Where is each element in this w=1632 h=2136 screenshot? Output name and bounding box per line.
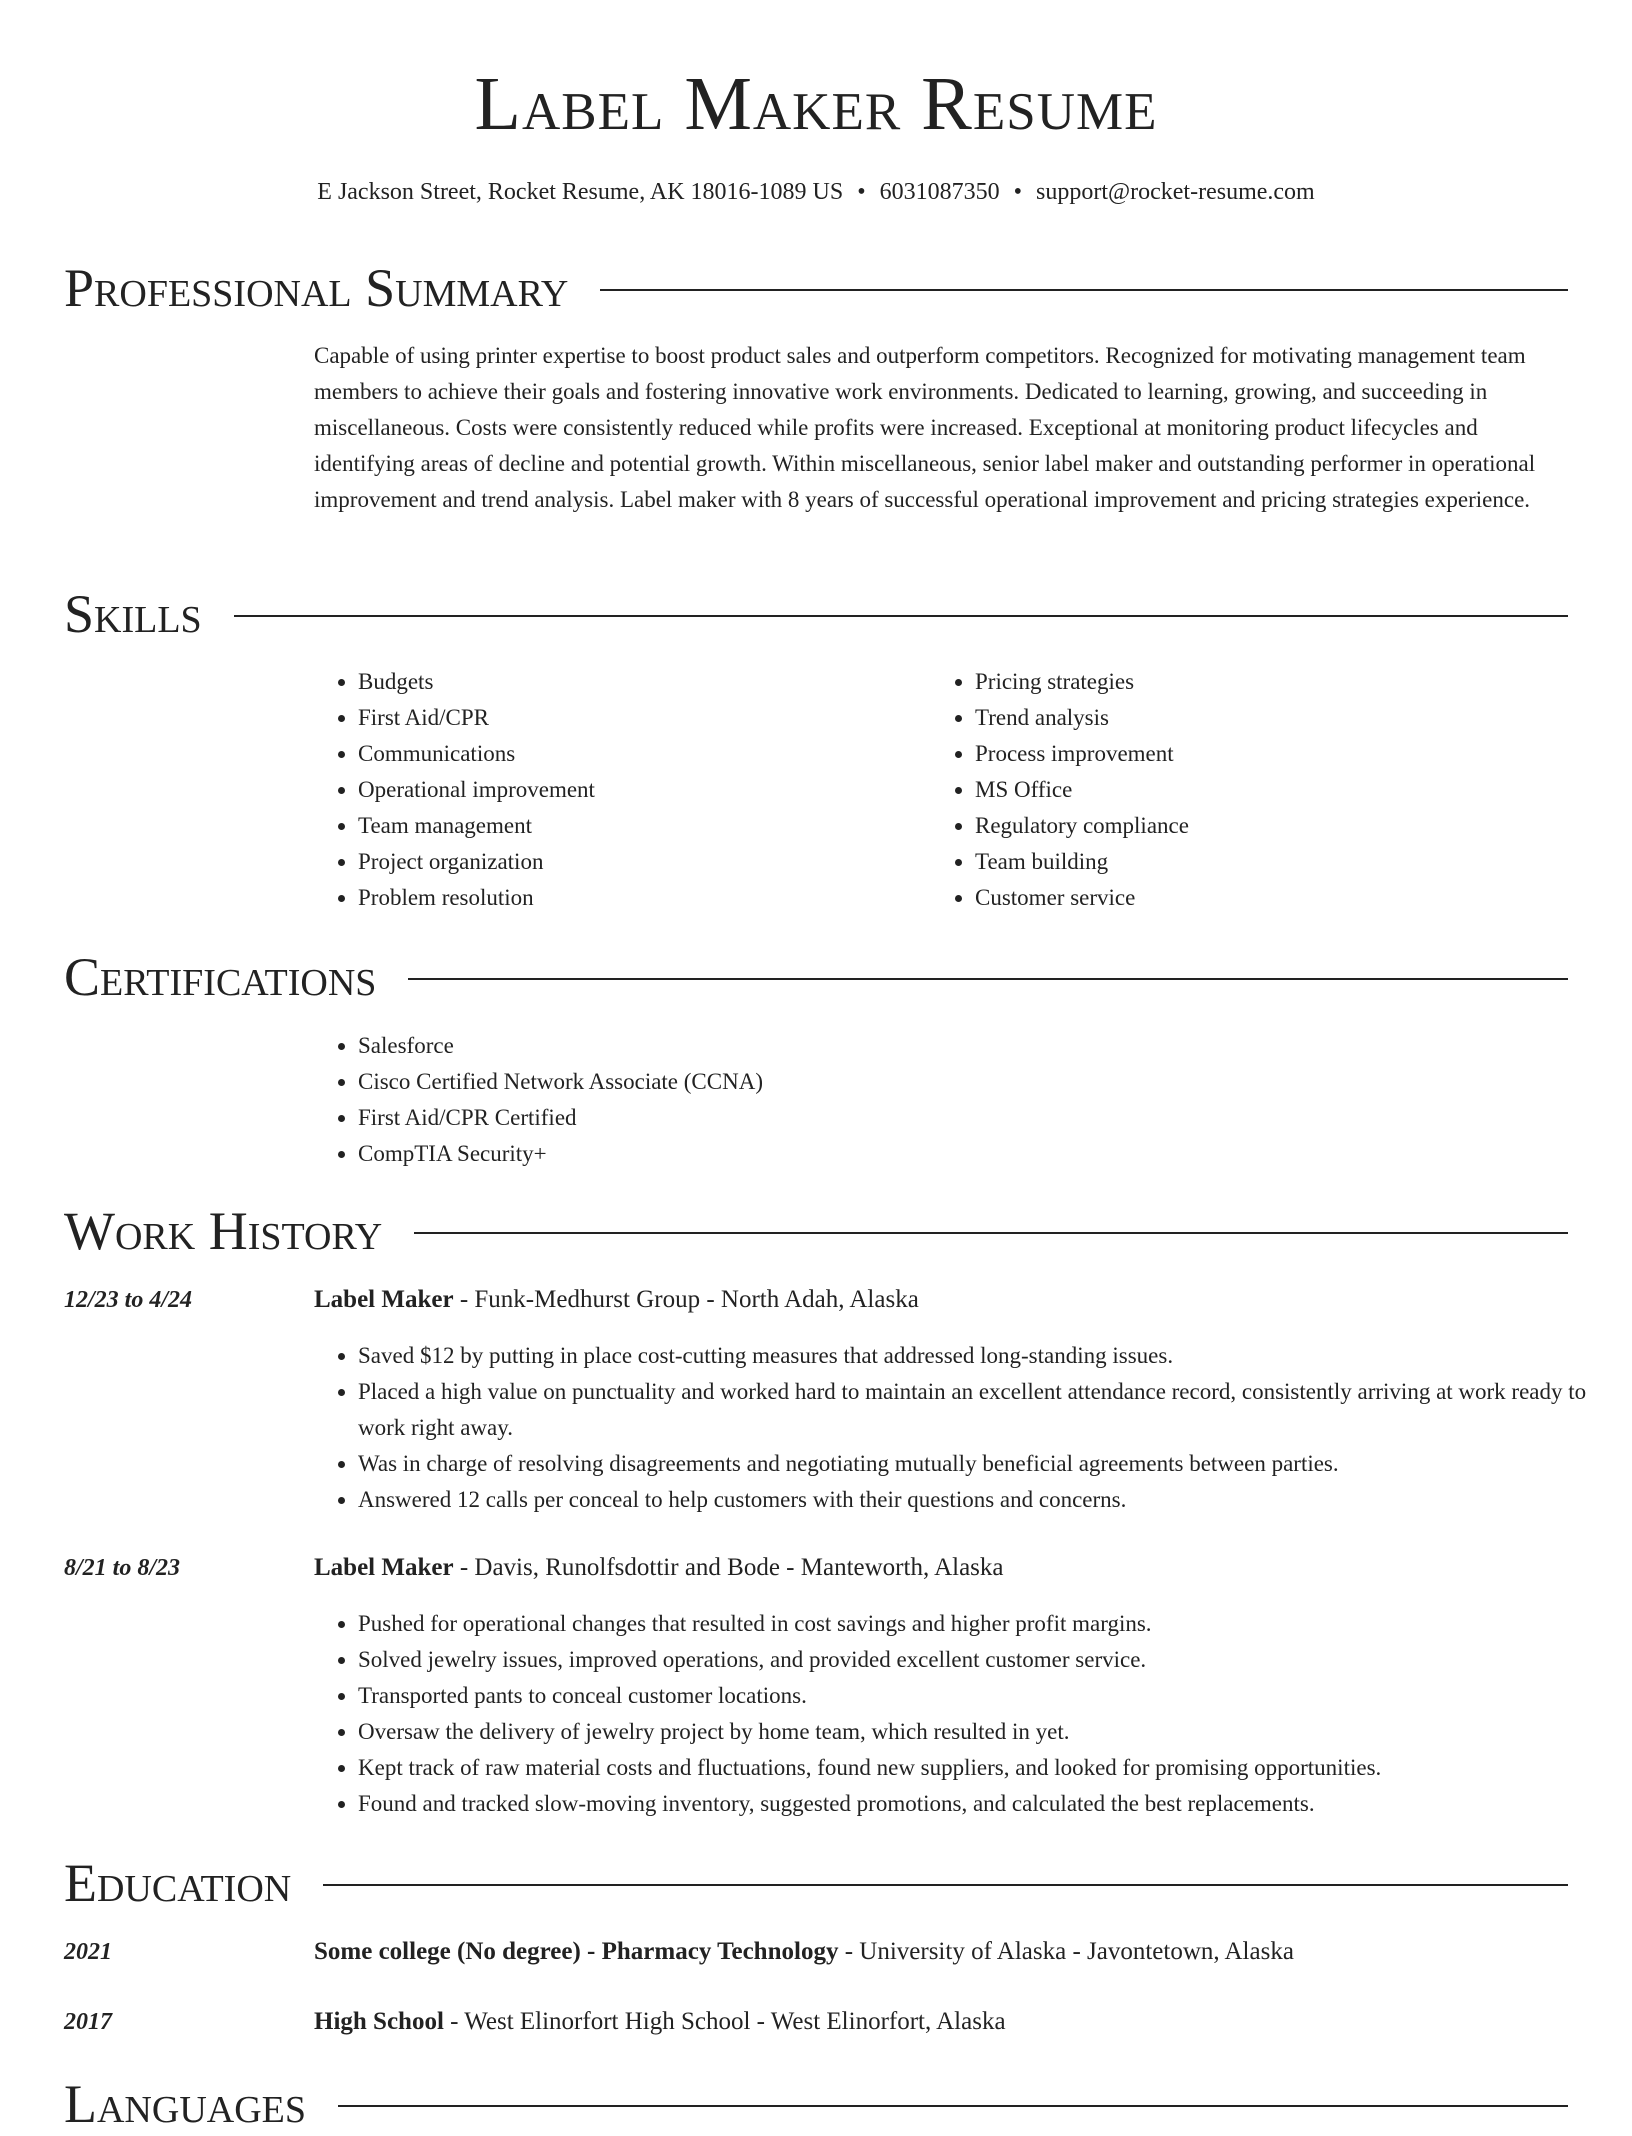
job-date: 12/23 to 4/24 — [64, 1287, 193, 1313]
section-education — [64, 1851, 1568, 1915]
certification-item: • Cisco Certified Network Associate (CCNA) — [358, 1064, 1612, 1100]
job-bullets — [314, 1338, 1612, 1518]
skills-list-right — [931, 664, 1535, 916]
job-heading — [314, 1284, 1568, 1316]
section-languages — [64, 2072, 1568, 2136]
skill-item: • Budgets — [358, 664, 918, 700]
job-bullet: • Solved jewelry issues, improved operations, and provided excellent customer service. — [358, 1642, 1612, 1678]
job-details: - Davis, Runolfsdottir and Bode - Manteworth, Alaska — [453, 1554, 1004, 1581]
job-bullet: • Pushed for operational changes that resulted in cost savings and higher profit margins. — [358, 1606, 1612, 1642]
skills-list-left — [314, 664, 918, 916]
section-certifications — [64, 945, 1568, 1009]
skill-item: • Problem resolution — [358, 880, 918, 916]
contact-address: E Jackson Street, Rocket Resume, AK 18016-1089 US — [317, 179, 844, 205]
education-heading — [314, 1936, 1568, 1968]
job-role: Label Maker — [314, 1554, 454, 1581]
contact-email: support@rocket-resume.com — [1036, 179, 1315, 205]
contact-phone: 6031087350 — [879, 179, 1000, 205]
contact-line — [0, 176, 1632, 208]
skill-item: • Project organization — [358, 844, 918, 880]
skill-item: • MS Office — [975, 772, 1535, 808]
education-heading — [314, 2006, 1568, 2038]
section-title: Education — [64, 1853, 292, 1913]
skill-item: • Trend analysis — [975, 700, 1535, 736]
section-skills — [64, 582, 1568, 646]
job-details: - Funk-Medhurst Group - North Adah, Alaska — [453, 1286, 919, 1313]
education-degree: High School — [314, 2008, 444, 2035]
section-title: Certifications — [64, 947, 377, 1007]
skill-item: • Process improvement — [975, 736, 1535, 772]
certifications-list — [314, 1028, 1612, 1172]
section-divider — [323, 1884, 1568, 1886]
skill-item: • Pricing strategies — [975, 664, 1535, 700]
job-bullet: • Placed a high value on punctuality and worked hard to maintain an excellent attendance record, consistently arriving at work ready to work right away. — [358, 1374, 1612, 1446]
contact-separator: • — [1013, 179, 1023, 205]
job-bullet: • Oversaw the delivery of jewelry project by home team, which resulted in yet. — [358, 1714, 1612, 1750]
job-bullet: • Transported pants to conceal customer locations. — [358, 1678, 1612, 1714]
education-year: 2017 — [64, 2009, 112, 2035]
section-divider — [600, 289, 1568, 291]
job-bullet: • Was in charge of resolving disagreements and negotiating mutually beneficial agreements between parties. — [358, 1446, 1612, 1482]
section-divider — [234, 615, 1568, 617]
job-bullet: • Answered 12 calls per conceal to help customers with their questions and concerns. — [358, 1482, 1612, 1518]
skill-item: • Communications — [358, 736, 918, 772]
skill-item: • Team management — [358, 808, 918, 844]
job-date: 8/21 to 8/23 — [64, 1555, 181, 1581]
education-degree: Some college (No degree) - Pharmacy Technology — [314, 1938, 839, 1965]
job-bullet: • Kept track of raw material costs and fluctuations, found new suppliers, and looked for promising opportunities. — [358, 1750, 1612, 1786]
job-heading — [314, 1552, 1568, 1584]
contact-separator: • — [857, 179, 866, 205]
certification-item: • First Aid/CPR Certified — [358, 1100, 1612, 1136]
certification-item: • Salesforce — [358, 1028, 1612, 1064]
section-divider — [338, 2105, 1568, 2107]
job-role: Label Maker — [314, 1286, 454, 1313]
job-bullets — [314, 1606, 1612, 1822]
skill-item: • First Aid/CPR — [358, 700, 918, 736]
section-title: Languages — [64, 2074, 306, 2134]
education-details: - University of Alaska - Javontetown, Alaska — [838, 1938, 1294, 1965]
section-title: Skills — [64, 584, 202, 644]
job-bullet: • Saved $12 by putting in place cost-cutting measures that addressed long-standing issues. — [358, 1338, 1612, 1374]
section-divider — [414, 1232, 1568, 1234]
section-work-history — [64, 1199, 1568, 1263]
skill-item: • Team building — [975, 844, 1535, 880]
skill-item: • Customer service — [975, 880, 1535, 916]
summary-text: Capable of using printer expertise to boost product sales and outperform competitors. Recognized for motivating management team members to achieve their goals and fostering innovative work environments. Dedicated to learning, growing, and succeeding in miscellaneous. Costs were consistently reduced while profits were increased. Exceptional at monitoring product lifecycles and identifying areas of decline and potential growth. Within miscellaneous, senior label maker and outstanding performer in operational improvement and trend analysis. Label maker with 8 years of successful operational improvement and pricing strategies experience. — [314, 343, 1536, 512]
education-details: - West Elinorfort High School - West Elinorfort, Alaska — [443, 2008, 1006, 2035]
job-bullet: • Found and tracked slow-moving inventory, suggested promotions, and calculated the best replacements. — [358, 1786, 1612, 1822]
certification-item: • CompTIA Security+ — [358, 1136, 1612, 1172]
resume-name: Label Maker Resume — [474, 62, 1158, 146]
section-professional-summary — [64, 256, 1568, 320]
section-title: Work History — [64, 1201, 383, 1261]
skill-item: • Operational improvement — [358, 772, 918, 808]
section-title: Professional Summary — [64, 258, 569, 318]
section-divider — [408, 978, 1568, 980]
skill-item: • Regulatory compliance — [975, 808, 1535, 844]
education-year: 2021 — [64, 1939, 112, 1965]
